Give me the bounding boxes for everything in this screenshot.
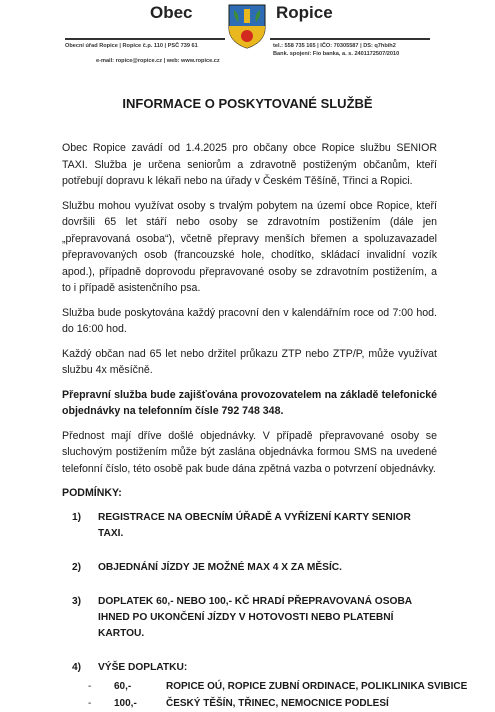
condition-item (62, 510, 437, 542)
condition-number: 3) (72, 595, 82, 607)
surcharge-dash: - (88, 680, 92, 692)
condition-text: REGISTRACE NA OBECNÍM ÚŘADĚ A VYŘÍZENÍ KARTY SENIOR TAXI. (98, 511, 411, 539)
surcharge-amount: 60,- (114, 680, 132, 692)
document-body (62, 140, 468, 712)
paragraph-priority: Přednost mají dříve došlé objednávky. V případě přepravované osoby se sluchovým postižením může být zaslána objednávka formou SMS na uvedené telefonní číslo, této osobě pak bude dána zpětná vazba o potvrzení objednávky. (62, 429, 437, 475)
surcharge-places: ČESKÝ TĚŠÍN, TŘINEC, NEMOCNICE PODLESÍ (166, 697, 389, 709)
paragraph-frequency: Každý občan nad 65 let nebo držitel průkazu ZTP nebo ZTP/P, může využívat službu 4x měsíčně. (62, 347, 437, 376)
email-web-line: e-mail: ropice@ropice.cz | web: www.ropice.cz (96, 58, 220, 64)
condition-number: 2) (72, 561, 82, 573)
surcharge-places: ROPICE OÚ, ROPICE ZUBNÍ ORDINACE, POLIKLINIKA SVIBICE (166, 680, 468, 692)
condition-text: OBJEDNÁNÍ JÍZDY JE MOŽNÉ MAX 4 X ZA MĚSÍC. (98, 561, 342, 573)
condition-number: 4) (72, 661, 82, 673)
office-address: Obecní úřad Ropice | Ropice č.p. 110 | PSČ 739 61 (65, 43, 198, 49)
surcharge-row (88, 695, 437, 712)
condition-item (62, 660, 437, 676)
surcharge-amount: 100,- (114, 697, 137, 709)
conditions-heading: PODMÍNKY: (62, 487, 122, 499)
paragraph-intro: Obec Ropice zavádí od 1.4.2025 pro občany obce Ropice službu SENIOR TAXI. Služba je určena seniorům a zdravotně postiženým občanům, kteří potřebují dopravu k lékaři nebo na úřady v Českém Těšíně, Třinci a Ropici. (62, 142, 437, 187)
bank-details: Bank. spojení: Fio banka, a. s. 2401172507/2010 (273, 51, 400, 57)
letterhead-title-left: Obec (150, 3, 193, 22)
condition-item (62, 560, 437, 576)
condition-text: VÝŠE DOPLATKU: (98, 661, 188, 673)
letterhead-title-right: Ropice (276, 3, 333, 22)
office-contact: tel.: 558 735 165 | IČO: 70305587 | DS: q7hbih2 (273, 43, 396, 49)
paragraph-ordering: Přepravní služba bude zajišťována provozovatelem na základě telefonické objednávky na telefonním čísle 792 748 348. (62, 388, 437, 417)
conditions-list (62, 510, 437, 676)
condition-text: DOPLATEK 60,- NEBO 100,- KČ HRADÍ PŘEPRAVOVANÁ OSOBA IHNED PO UKONČENÍ JÍZDY V HOTOVOSTI NEBO PLATEBNÍ KARTOU. (98, 595, 412, 639)
surcharge-list (88, 678, 468, 712)
letterhead-rule-left (65, 38, 225, 40)
paragraph-eligibility: Službu mohou využívat osoby s trvalým pobytem na území obce Ropice, kteří dovršili 65 let stáří nebo osoby se zdravotním postižením (dále jen „přepravovaná osoba“), včetně přepravy menších břemen a spoluzavazadel přepravovaných osob (francouzské hole, chodítko, skládací invalidní vozík apod.), případně doprovodu přepravované osoby se zdravotním postižením, a to i případě asistenčního psa. (62, 199, 437, 294)
page-title: INFORMACE O POSKYTOVANÉ SLUŽBĚ (122, 96, 373, 111)
condition-number: 1) (72, 511, 82, 523)
coat-of-arms-icon (226, 2, 268, 49)
paragraph-hours: Služba bude poskytována každý pracovní den v kalendářním roce od 7:00 hod. do 16:00 hod. (62, 306, 437, 335)
surcharge-row (88, 678, 468, 695)
surcharge-dash: - (88, 697, 92, 709)
letterhead-rule-right (270, 38, 430, 40)
condition-item (62, 594, 437, 642)
